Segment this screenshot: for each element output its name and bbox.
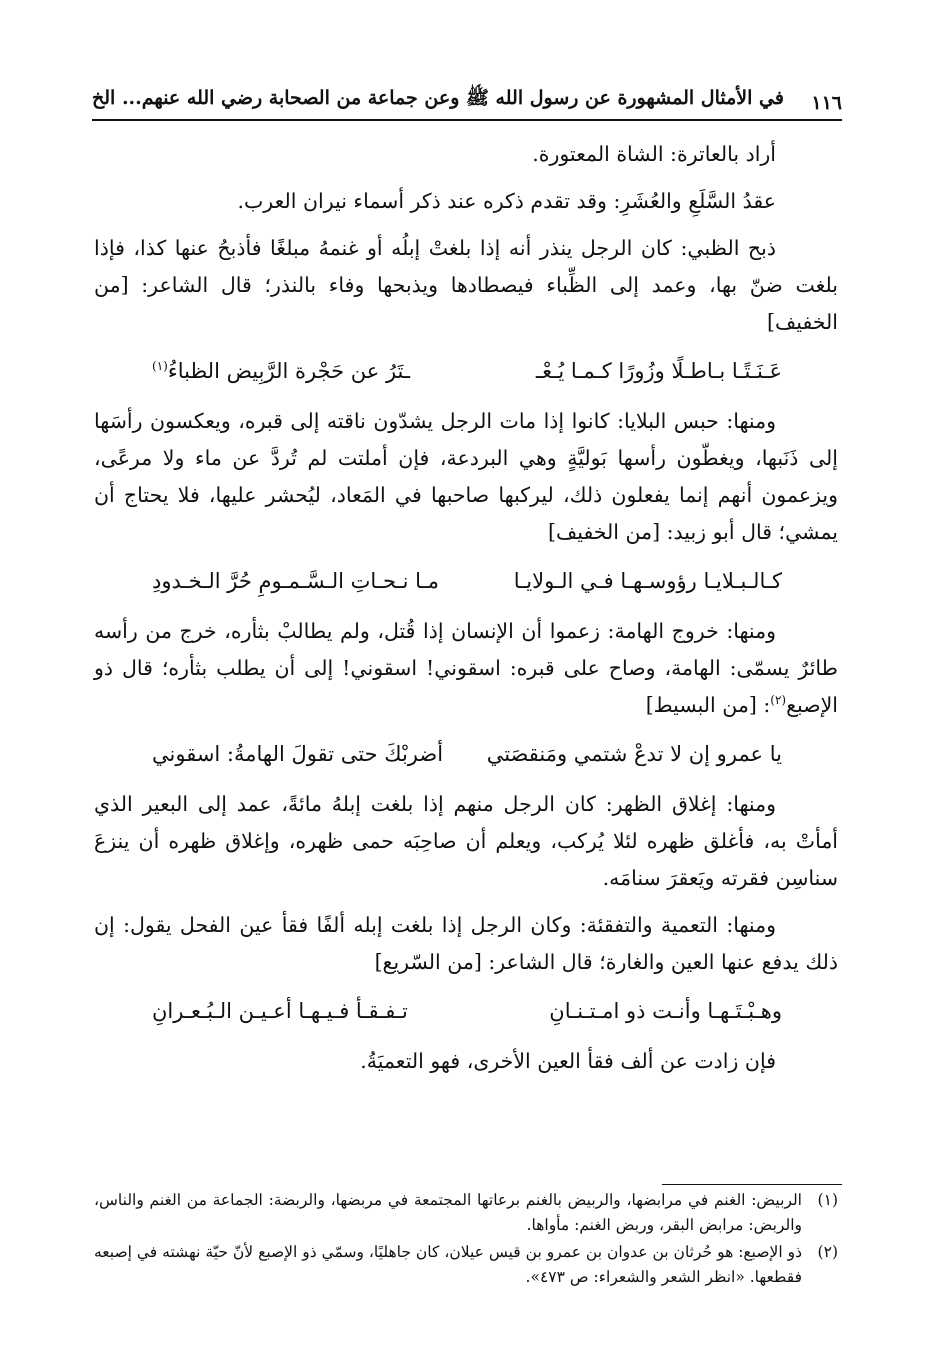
verse-second-hemistich: أضربْكَ حتى تقولَ الهامةُ: اسقوني xyxy=(152,742,444,766)
verse-line xyxy=(94,991,838,1031)
footnotes xyxy=(94,1188,838,1292)
footnote xyxy=(94,1240,838,1290)
footnote-number: (٢) xyxy=(817,1243,838,1261)
paragraph: ومنها: التعمية والتفقئة: وكان الرجل إذا بلغت إبله ألفًا فقأ عين الفحل يقول: إن ذلك يدفع عنها العين والغارة؛ قال الشاعر: [من السّريع] xyxy=(94,913,838,974)
running-header xyxy=(92,84,842,114)
paragraph xyxy=(94,613,838,724)
verse-first-hemistich: كـالـبـلايـا رؤوسـهـا فـي الـولايـا xyxy=(513,569,782,593)
footnote-divider xyxy=(662,1184,842,1185)
verse-first-hemistich: يا عمرو إن لا تدعْ شتمي ومَنقصَتي xyxy=(486,742,782,766)
verse-text: ـتَرُ عن حَجْرة الرَّبِيض الظباءُ xyxy=(167,359,411,383)
verse-second-hemistich: تـفـقـأ فـيـهـا أعـيـن الـبُـعـرانِ xyxy=(152,999,408,1023)
header-title: في الأمثال المشهورة عن رسول الله ﷺ وعن جماعة من الصحابة رضي الله عنهم... الخ xyxy=(92,87,784,109)
header-divider xyxy=(92,119,842,121)
paragraph: فإن زادت عن ألف فقأ العين الأخرى، فهو التعميَةُ. xyxy=(360,1049,776,1073)
footnote-marker: (١) xyxy=(152,359,168,373)
verse-first-hemistich: عَـنَـتًـا بـاطـلًا وزُورًا كـمـا يُـعْـ xyxy=(535,359,782,383)
paragraph: ومنها: حبس البلايا: كانوا إذا مات الرجل يشدّون ناقته إلى قبره، ويعكسون رأسَها إلى ذَنَبها، ويغطّون رأسها بَوليَّةٍ وهي البردعة، فإن أملتت لم تُردَّ عن ماء ولا مرعًى، ويزعمون أنهم إنما يفعلون ذلك، ليركبها صاحبها في المَعاد، ليُحشر عليها، فلا يحتاج أن يمشي؛ قال أبو زبيد: [من الخفيف] xyxy=(94,409,838,544)
body-text xyxy=(94,136,838,1090)
verse-second-hemistich xyxy=(152,351,410,391)
footnote-number: (١) xyxy=(817,1191,838,1209)
footnote xyxy=(94,1188,838,1238)
verse-line xyxy=(94,351,838,391)
paragraph: أراد بالعاترة: الشاة المعتورة. xyxy=(532,142,776,166)
paragraph: ومنها: إغلاق الظهر: كان الرجل منهم إذا بلغت إبلهُ مائةً، عمد إلى البعير الذي أمأتْ به، فأغلق ظهره لئلا يُركب، ويعلم أن صاحِبَه حمى ظهره، وإغلاق ظهره أن ينزعَ سناسِن فقرته ويَعقرَ سنامَه. xyxy=(94,792,838,890)
verse-first-hemistich: وهـبْـتَـهـا وأنـت ذو امـتـنـانِ xyxy=(549,999,782,1023)
page-number: ١١٦ xyxy=(811,92,842,114)
paragraph: عقدُ السَّلَعِ والعُشَرِ: وقد تقدم ذكره عند ذكر أسماء نيران العرب. xyxy=(237,189,776,213)
footnote-marker: (٢) xyxy=(770,693,787,708)
paragraph: ذبح الظبي: كان الرجل ينذر أنه إذا بلغتْ إبلُه أو غنمهُ مبلغًا فأذبحُ عنها كذا، فإذا بلغت ضنّ بها، وعمد إلى الظِّباء فيصطادها ويذبحها وفاء بالنذر؛ قال الشاعر: [من الخفيف] xyxy=(94,236,838,334)
verse-line xyxy=(94,561,838,601)
footnote-text: الربيض: الغنم في مرابضها، والربيض بالغنم برعاتها المجتمعة في مربضها، والربضة: الجماعة من الغنم والناس، والربض: مرابض البقر، وربض الغنم: مأواها. xyxy=(94,1191,802,1234)
verse-line xyxy=(94,734,838,774)
footnote-text: ذو الإصبع: هو حُرثان بن عدوان بن عمرو بن قيس عيلان، كان جاهليًا، وسمّي ذو الإصبع لأنّ حيّة نهشته في إصبعه فقطعها. «انظر الشعر والشعراء: ص ٤٧٣». xyxy=(94,1243,802,1286)
verse-second-hemistich: مـا نـحـاتِ الـسَّـمـومِ حُرَّ الـخـدودِ xyxy=(152,569,439,593)
paragraph-text: ومنها: خروج الهامة: زعموا أن الإنسان إذا قُتل، ولم يطالبْ بثأره، خرج من رأسه طائرٌ يسمّى: الهامة، وصاح على قبره: اسقوني! اسقوني! إلى أن يطلب بثأره؛ قال ذو الإصبع xyxy=(94,619,838,717)
paragraph-text: : [من البسيط] xyxy=(645,693,771,717)
